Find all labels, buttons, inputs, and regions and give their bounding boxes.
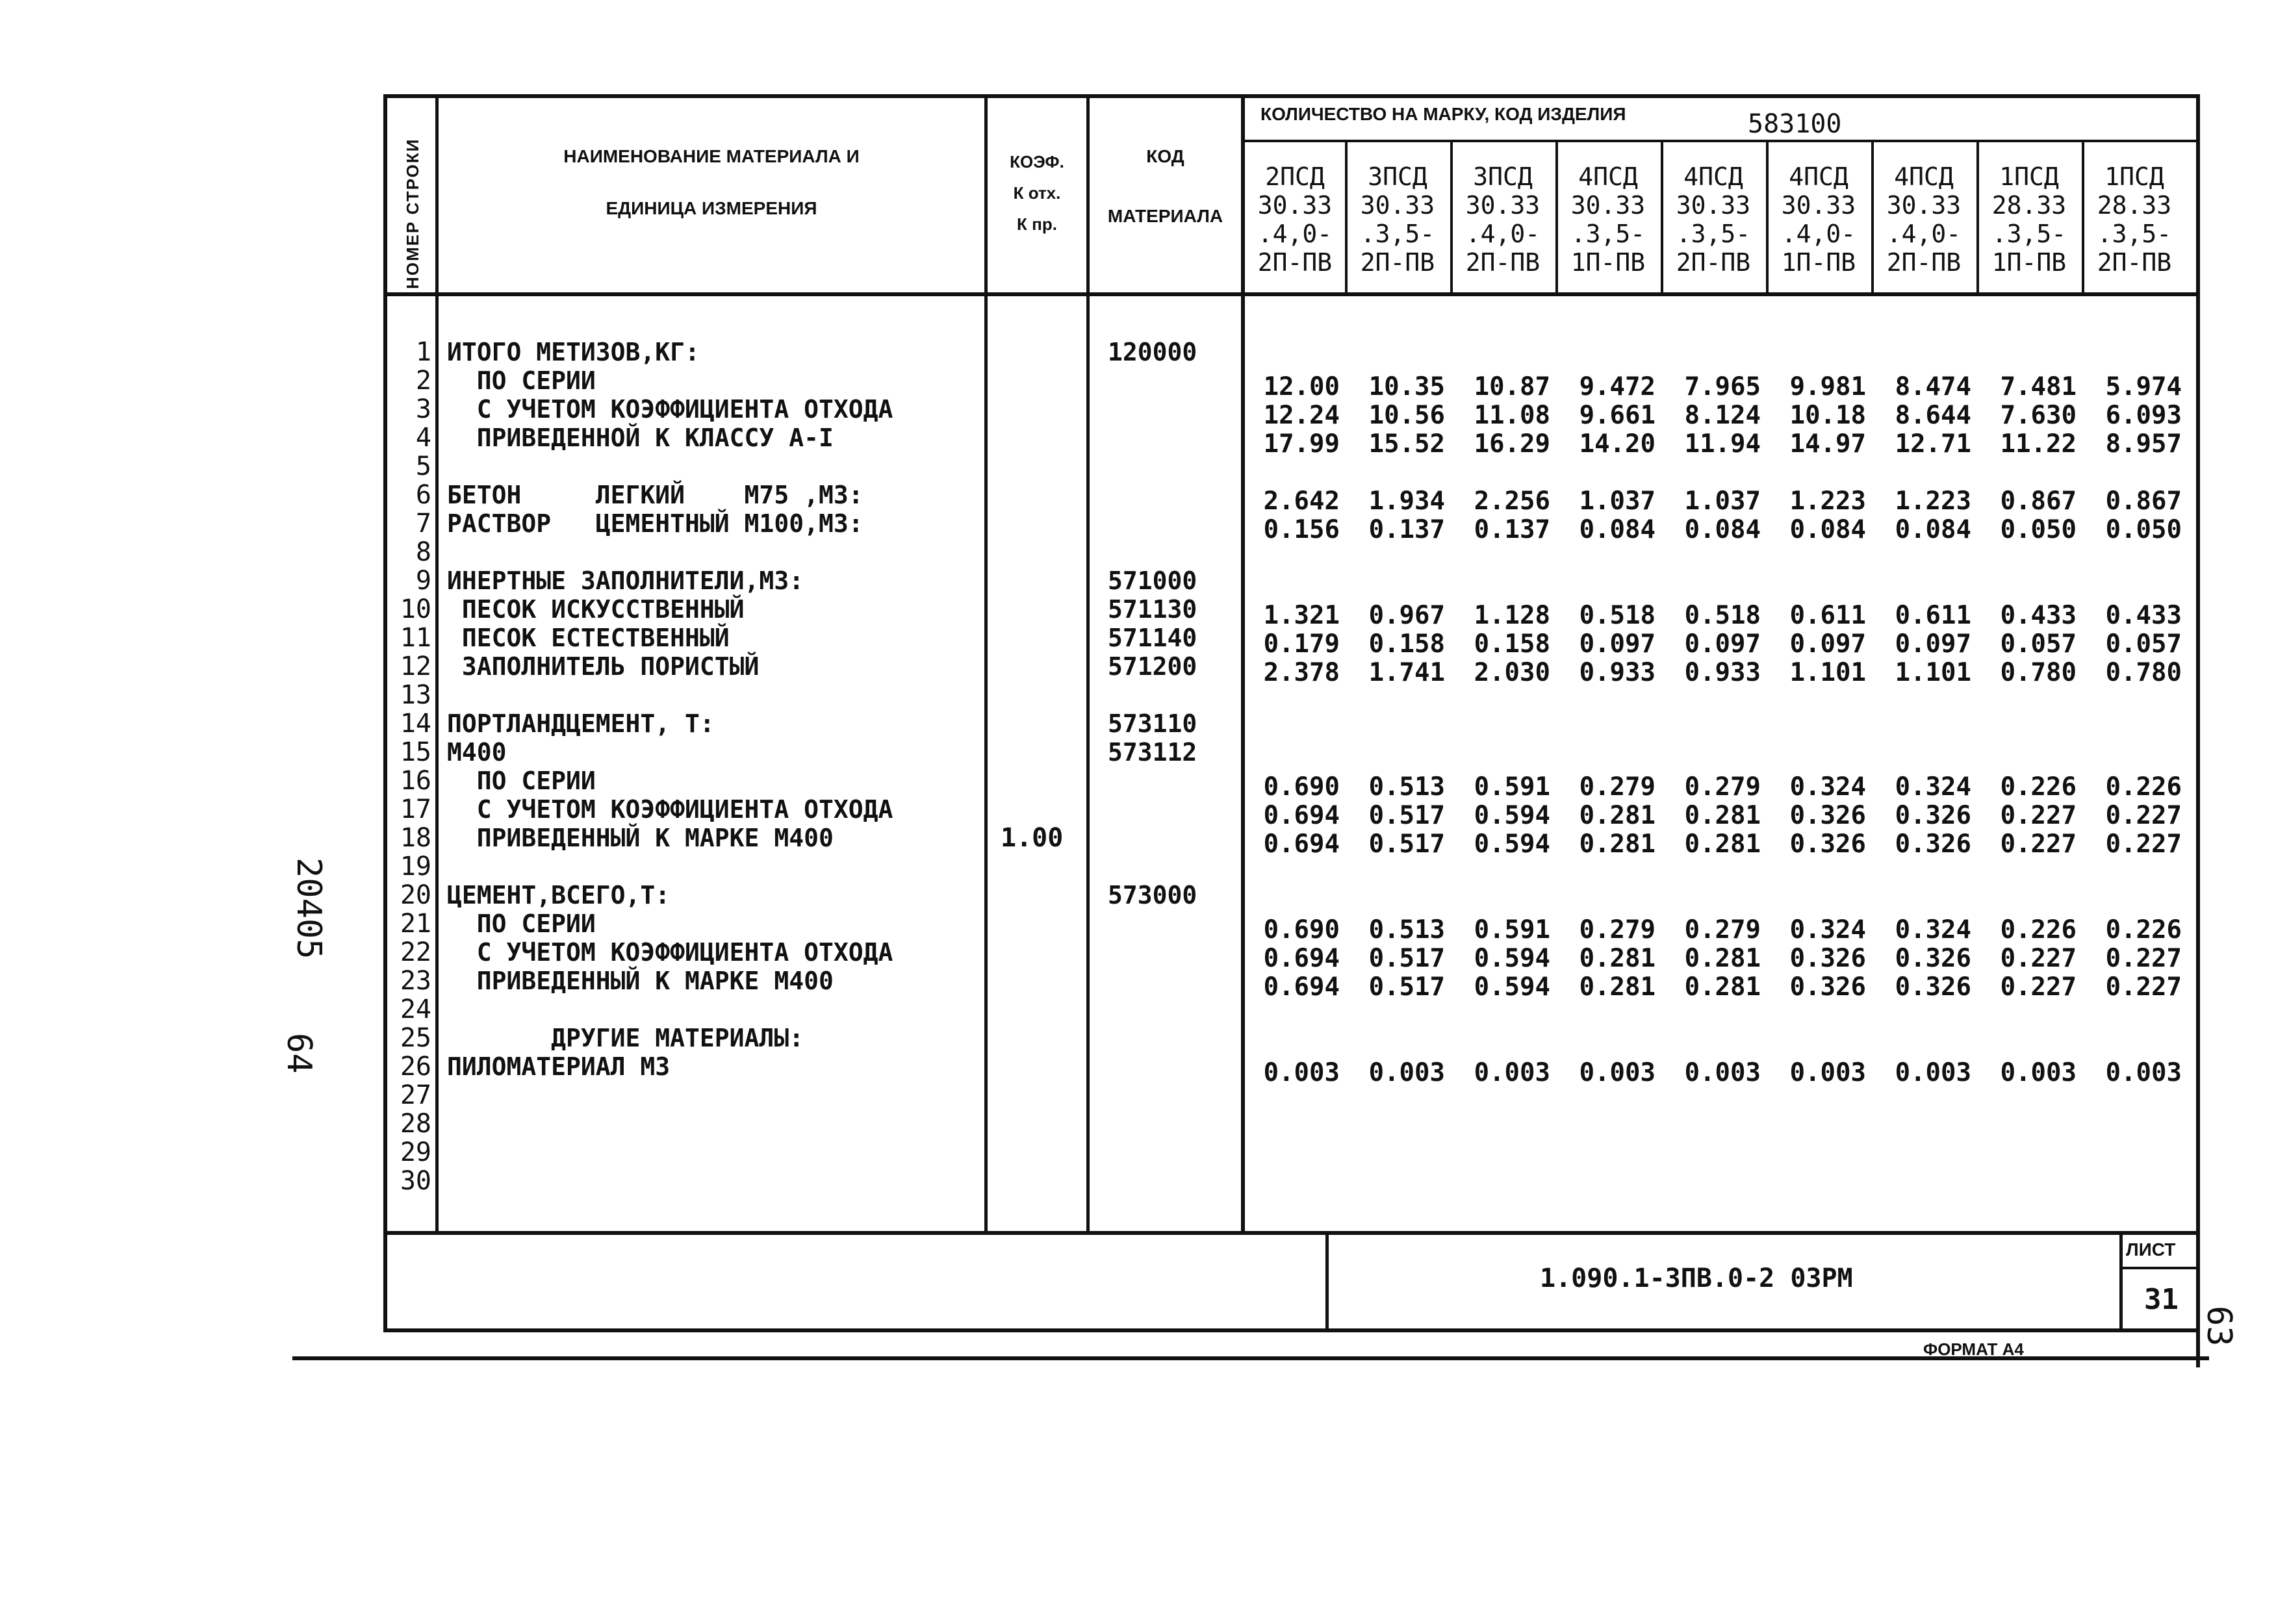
column-header-line: .4,0-: [1781, 220, 1856, 248]
row-number: 2: [415, 366, 431, 396]
row-number: 20: [400, 880, 431, 910]
material-name: ПЕСОК ИСКУССТВЕННЫЙ: [447, 595, 745, 624]
quantity-value: 17.99: [1263, 429, 1340, 459]
column-header-line: 1П-ПВ: [1570, 248, 1646, 277]
row-number: 29: [400, 1137, 431, 1167]
quantity-value: 2.642: [1263, 487, 1340, 516]
quantity-value: 11.94: [1684, 429, 1761, 459]
material-code: 571130: [1108, 595, 1197, 624]
quantity-value: 0.433: [2105, 601, 2182, 630]
column-header-line: 30.33: [1676, 191, 1751, 220]
code-header-line1: КОД: [1146, 146, 1184, 166]
material-name: М400: [447, 738, 507, 767]
quantity-value: 0.594: [1474, 801, 1550, 830]
quantity-value: 0.326: [1789, 944, 1866, 973]
quantity-value: 0.690: [1263, 915, 1340, 945]
quantity-value: 0.158: [1474, 629, 1550, 659]
material-name: ИТОГО МЕТИЗОВ,КГ:: [447, 338, 700, 366]
quantity-value: 0.780: [2000, 658, 2077, 687]
quantity-value: 0.084: [1579, 515, 1656, 544]
format-label: ФОРМАТ А4: [1923, 1339, 2024, 1359]
quantity-value: 2.256: [1474, 487, 1550, 516]
row-number-header: НОМЕР СТРОКИ: [403, 138, 422, 289]
column-header-line: 3ПСД: [1473, 162, 1533, 191]
quantity-value: 0.084: [1684, 515, 1761, 544]
row-number: 17: [400, 794, 431, 824]
column-header: [1980, 162, 2078, 277]
quantity-value: 0.226: [2000, 915, 2077, 945]
quantity-value: 0.084: [1895, 515, 1971, 544]
material-name: ЦЕМЕНТ,ВСЕГО,Т:: [447, 881, 671, 909]
quantity-value: 0.433: [2000, 601, 2077, 630]
quantity-value: 0.517: [1368, 830, 1445, 859]
row-number: 22: [400, 937, 431, 967]
row-number: 11: [400, 623, 431, 653]
row-number: 21: [400, 909, 431, 939]
quantity-value: 10.56: [1368, 401, 1445, 430]
quantity-value: 0.003: [1684, 1058, 1761, 1087]
material-name: ЗАПОЛНИТЕЛЬ ПОРИСТЫЙ: [447, 652, 760, 681]
sheet-label: ЛИСТ: [2126, 1239, 2176, 1260]
quantity-value: 0.780: [2105, 658, 2182, 687]
quantity-value: 0.324: [1789, 915, 1866, 945]
column-header-line: 1ПСД: [1999, 162, 2059, 191]
quantity-value: 0.518: [1579, 601, 1656, 630]
row-number: 23: [400, 966, 431, 996]
material-name: ПО СЕРИИ: [447, 767, 596, 795]
quantity-value: 0.003: [1263, 1058, 1340, 1087]
row-number: 7: [415, 509, 431, 539]
quantity-value: 9.981: [1789, 372, 1866, 401]
row-number: 16: [400, 766, 431, 796]
quantity-value: 0.279: [1684, 772, 1761, 802]
column-header-line: 2П-ПВ: [1360, 248, 1435, 277]
column-header: [1559, 162, 1657, 277]
quantity-value: 6.093: [2105, 401, 2182, 430]
quantity-value: 0.097: [1895, 629, 1971, 659]
column-header: [1875, 162, 1973, 277]
row-number: 30: [400, 1166, 431, 1196]
quantity-value: 0.326: [1895, 801, 1971, 830]
quantity-value: 0.326: [1895, 972, 1971, 1002]
material-name: С УЧЕТОМ КОЭФФИЦИЕНТА ОТХОДА: [447, 795, 893, 824]
quantity-value: 0.227: [2000, 944, 2077, 973]
quantity-value: 0.517: [1368, 944, 1445, 973]
row-number: 10: [400, 594, 431, 624]
quantity-value: 0.967: [1368, 601, 1445, 630]
quantity-value: 0.279: [1684, 915, 1761, 945]
row-number: 26: [400, 1052, 431, 1082]
quantity-value: 10.87: [1474, 372, 1550, 401]
quantity-value: 0.517: [1368, 801, 1445, 830]
quantity-value: 0.050: [2105, 515, 2182, 544]
material-name: С УЧЕТОМ КОЭФФИЦИЕНТА ОТХОДА: [447, 395, 893, 424]
quantity-value: 0.227: [2105, 944, 2182, 973]
quantity-value: 0.591: [1474, 772, 1550, 802]
quantity-value: 0.003: [1895, 1058, 1971, 1087]
column-header-line: 30.33: [1465, 191, 1541, 220]
row-number: 18: [400, 823, 431, 853]
quantity-value: 0.003: [1474, 1058, 1550, 1087]
quantity-header: КОЛИЧЕСТВО НА МАРКУ, КОД ИЗДЕЛИЯ: [1260, 104, 1626, 124]
code-header-line2: МАТЕРИАЛА: [1107, 206, 1223, 226]
material-name: ПРИВЕДЕННЫЙ К МАРКЕ М400: [447, 824, 834, 852]
quantity-value: 14.20: [1579, 429, 1656, 459]
quantity-value: 0.326: [1895, 944, 1971, 973]
quantity-value: 0.281: [1579, 972, 1656, 1002]
quantity-value: 0.227: [2105, 972, 2182, 1002]
quantity-value: 0.281: [1579, 944, 1656, 973]
quantity-value: 0.156: [1263, 515, 1340, 544]
quantity-value: 1.223: [1895, 487, 1971, 516]
inventory-number: 20405: [289, 857, 328, 959]
quantity-value: 12.24: [1263, 401, 1340, 430]
quantity-value: 11.22: [2000, 429, 2077, 459]
quantity-value: 9.472: [1579, 372, 1656, 401]
quantity-value: 15.52: [1368, 429, 1445, 459]
material-code: 573110: [1108, 709, 1197, 738]
material-name-header-line2: ЕДИНИЦА ИЗМЕРЕНИЯ: [606, 198, 817, 218]
quantity-value: 0.933: [1684, 658, 1761, 687]
quantity-value: 0.137: [1368, 515, 1445, 544]
quantity-value: 0.279: [1579, 772, 1656, 802]
column-header-line: 2П-ПВ: [1465, 248, 1541, 277]
material-name: ИНЕРТНЫЕ ЗАПОЛНИТЕЛИ,МЗ:: [447, 566, 804, 595]
quantity-value: 0.611: [1895, 601, 1971, 630]
quantity-value: 0.003: [1579, 1058, 1656, 1087]
quantity-value: 0.326: [1789, 972, 1866, 1002]
quantity-value: 0.867: [2105, 487, 2182, 516]
quantity-value: 0.227: [2105, 801, 2182, 830]
quantity-value: 0.694: [1263, 944, 1340, 973]
quantity-value: 0.097: [1789, 629, 1866, 659]
quantity-value: 0.326: [1789, 830, 1866, 859]
column-header-line: 28.33: [1991, 191, 2067, 220]
quantity-value: 0.281: [1684, 830, 1761, 859]
quantity-value: 10.35: [1368, 372, 1445, 401]
row-number: 24: [400, 995, 431, 1024]
row-number: 9: [415, 566, 431, 596]
material-name: ПО СЕРИИ: [447, 366, 596, 395]
quantity-value: 0.324: [1789, 772, 1866, 802]
row-number: 15: [400, 737, 431, 767]
quantity-value: 0.324: [1895, 915, 1971, 945]
material-name: ПО СЕРИИ: [447, 909, 596, 938]
row-number: 14: [400, 709, 431, 739]
coef-header-line2: К отх.: [1013, 183, 1061, 203]
material-name: ПРИВЕДЕННЫЙ К МАРКЕ М400: [447, 967, 834, 995]
sheet-number: 31: [2144, 1283, 2179, 1316]
quantity-value: 0.694: [1263, 972, 1340, 1002]
row-number: 25: [400, 1023, 431, 1053]
quantity-value: 0.690: [1263, 772, 1340, 802]
material-name: ПИЛОМАТЕРИАЛ МЗ: [447, 1052, 671, 1081]
quantity-value: 0.594: [1474, 944, 1550, 973]
column-header-line: 30.33: [1257, 191, 1333, 220]
column-header-line: .4,0-: [1465, 220, 1541, 248]
column-header-line: 2П-ПВ: [2097, 248, 2172, 277]
quantity-value: 0.097: [1579, 629, 1656, 659]
quantity-value: 1.128: [1474, 601, 1550, 630]
column-header-line: .4,0-: [1886, 220, 1962, 248]
row-number: 3: [415, 394, 431, 424]
right-page-number: 63: [2199, 1306, 2238, 1347]
column-header-line: 28.33: [2097, 191, 2172, 220]
quantity-value: 16.29: [1474, 429, 1550, 459]
row-number: 19: [400, 852, 431, 882]
column-header-line: .3,5-: [1991, 220, 2067, 248]
material-code: 571200: [1108, 652, 1197, 681]
quantity-value: 8.124: [1684, 401, 1761, 430]
quantity-value: 0.057: [2000, 629, 2077, 659]
column-header: [1665, 162, 1762, 277]
column-header-line: 30.33: [1360, 191, 1435, 220]
row-number: 5: [415, 451, 431, 481]
quantity-value: 0.694: [1263, 830, 1340, 859]
quantity-value: 5.974: [2105, 372, 2182, 401]
quantity-value: 0.517: [1368, 972, 1445, 1002]
quantity-value: 0.137: [1474, 515, 1550, 544]
quantity-value: 2.378: [1263, 658, 1340, 687]
material-name: РАСТВОР ЦЕМЕНТНЫЙ М100,МЗ:: [447, 509, 863, 538]
quantity-value: 0.591: [1474, 915, 1550, 945]
column-header-line: .3,5-: [1676, 220, 1751, 248]
quantity-value: 0.179: [1263, 629, 1340, 659]
column-header-line: 4ПСД: [1578, 162, 1638, 191]
quantity-value: 0.594: [1474, 972, 1550, 1002]
quantity-value: 1.934: [1368, 487, 1445, 516]
quantity-value: 0.513: [1368, 915, 1445, 945]
row-number: 28: [400, 1109, 431, 1139]
quantity-value: 0.326: [1789, 801, 1866, 830]
quantity-value: 0.003: [2105, 1058, 2182, 1087]
quantity-value: 1.037: [1684, 487, 1761, 516]
row-number: 27: [400, 1080, 431, 1110]
column-header: [1246, 162, 1344, 277]
row-number: 4: [415, 423, 431, 453]
column-header-line: .3,5-: [1570, 220, 1646, 248]
quantity-value: 0.084: [1789, 515, 1866, 544]
document-code: 1.090.1-3ПВ.0-2 03РМ: [1540, 1263, 1853, 1293]
quantity-value: 10.18: [1789, 401, 1866, 430]
quantity-value: 0.518: [1684, 601, 1761, 630]
column-header-line: 1ПСД: [2104, 162, 2164, 191]
column-header-line: 30.33: [1886, 191, 1962, 220]
quantity-value: 8.957: [2105, 429, 2182, 459]
quantity-value: 0.326: [1895, 830, 1971, 859]
quantity-value: 0.158: [1368, 629, 1445, 659]
column-header-line: .3,5-: [2097, 220, 2172, 248]
material-code: 573112: [1108, 738, 1197, 767]
quantity-value: 0.611: [1789, 601, 1866, 630]
row-number: 12: [400, 652, 431, 681]
quantity-value: 0.281: [1579, 830, 1656, 859]
row-number: 1: [415, 337, 431, 367]
product-code: 583100: [1748, 109, 1842, 139]
coef-header-line3: К пр.: [1017, 214, 1057, 234]
quantity-value: 0.227: [2000, 801, 2077, 830]
column-header-line: .4,0-: [1257, 220, 1333, 248]
column-header-line: 2П-ПВ: [1886, 248, 1962, 277]
quantity-value: 0.003: [1789, 1058, 1866, 1087]
column-header: [1770, 162, 1867, 277]
material-name: С УЧЕТОМ КОЭФФИЦИЕНТА ОТХОДА: [447, 938, 893, 967]
coefficient-value: 1.00: [1001, 823, 1064, 853]
quantity-value: 14.97: [1789, 429, 1866, 459]
row-number: 8: [415, 537, 431, 567]
row-number: 6: [415, 480, 431, 510]
quantity-value: 8.644: [1895, 401, 1971, 430]
material-name: ПРИВЕДЕННОЙ К КЛАССУ А-I: [447, 424, 834, 452]
material-name-header-line1: НАИМЕНОВАНИЕ МАТЕРИАЛА И: [563, 146, 860, 166]
column-header-line: 4ПСД: [1789, 162, 1848, 191]
quantity-value: 0.226: [2105, 772, 2182, 802]
quantity-value: 0.281: [1684, 972, 1761, 1002]
quantity-value: 0.227: [2105, 830, 2182, 859]
column-header-line: 1П-ПВ: [1781, 248, 1856, 277]
coef-header: [988, 146, 1086, 240]
quantity-value: 0.057: [2105, 629, 2182, 659]
quantity-value: 7.965: [1684, 372, 1761, 401]
code-header: [1090, 146, 1241, 227]
quantity-value: 0.097: [1684, 629, 1761, 659]
quantity-value: 1.037: [1579, 487, 1656, 516]
material-name: БЕТОН ЛЕГКИЙ М75 ,МЗ:: [447, 481, 863, 509]
quantity-value: 0.281: [1684, 801, 1761, 830]
column-header: [1454, 162, 1552, 277]
quantity-value: 0.050: [2000, 515, 2077, 544]
material-code: 571000: [1108, 566, 1197, 595]
column-header-line: 2ПСД: [1265, 162, 1325, 191]
material-code: 571140: [1108, 624, 1197, 652]
quantity-value: 0.933: [1579, 658, 1656, 687]
quantity-value: 9.661: [1579, 401, 1656, 430]
quantity-value: 8.474: [1895, 372, 1971, 401]
quantity-value: 0.594: [1474, 830, 1550, 859]
quantity-value: 1.741: [1368, 658, 1445, 687]
column-header: [1349, 162, 1446, 277]
column-header-line: 1П-ПВ: [1991, 248, 2067, 277]
left-page-number: 64: [279, 1033, 318, 1074]
quantity-value: 0.513: [1368, 772, 1445, 802]
quantity-value: 0.867: [2000, 487, 2077, 516]
column-header-line: .3,5-: [1360, 220, 1435, 248]
quantity-value: 0.227: [2000, 830, 2077, 859]
quantity-value: 12.00: [1263, 372, 1340, 401]
coef-header-line1: КОЭФ.: [1010, 152, 1064, 171]
quantity-value: 0.003: [1368, 1058, 1445, 1087]
quantity-value: 0.324: [1895, 772, 1971, 802]
quantity-value: 0.227: [2000, 972, 2077, 1002]
column-header-line: 2П-ПВ: [1257, 248, 1333, 277]
column-header-line: 3ПСД: [1368, 162, 1427, 191]
column-header-line: 4ПСД: [1894, 162, 1954, 191]
column-header-line: 30.33: [1570, 191, 1646, 220]
quantity-value: 7.481: [2000, 372, 2077, 401]
quantity-value: 0.003: [2000, 1058, 2077, 1087]
quantity-value: 0.694: [1263, 801, 1340, 830]
quantity-value: 1.223: [1789, 487, 1866, 516]
material-name-header: [442, 146, 981, 219]
column-header-line: 2П-ПВ: [1676, 248, 1751, 277]
quantity-value: 1.101: [1895, 658, 1971, 687]
quantity-value: 11.08: [1474, 401, 1550, 430]
material-name: ПОРТЛАНДЦЕМЕНТ, Т:: [447, 709, 715, 738]
quantity-value: 1.321: [1263, 601, 1340, 630]
quantity-value: 0.226: [2000, 772, 2077, 802]
material-code: 573000: [1108, 881, 1197, 909]
quantity-value: 2.030: [1474, 658, 1550, 687]
column-header-line: 30.33: [1781, 191, 1856, 220]
column-header: [2086, 162, 2183, 277]
quantity-value: 12.71: [1895, 429, 1971, 459]
quantity-value: 7.630: [2000, 401, 2077, 430]
quantity-value: 0.281: [1579, 801, 1656, 830]
material-name: ПЕСОК ЕСТЕСТВЕННЫЙ: [447, 624, 730, 652]
quantity-value: 0.279: [1579, 915, 1656, 945]
material-name: ДРУГИЕ МАТЕРИАЛЫ:: [447, 1024, 804, 1052]
row-number: 13: [400, 680, 431, 710]
quantity-value: 0.226: [2105, 915, 2182, 945]
material-code: 120000: [1108, 338, 1197, 366]
column-header-line: 4ПСД: [1683, 162, 1743, 191]
quantity-value: 1.101: [1789, 658, 1866, 687]
quantity-value: 0.281: [1684, 944, 1761, 973]
